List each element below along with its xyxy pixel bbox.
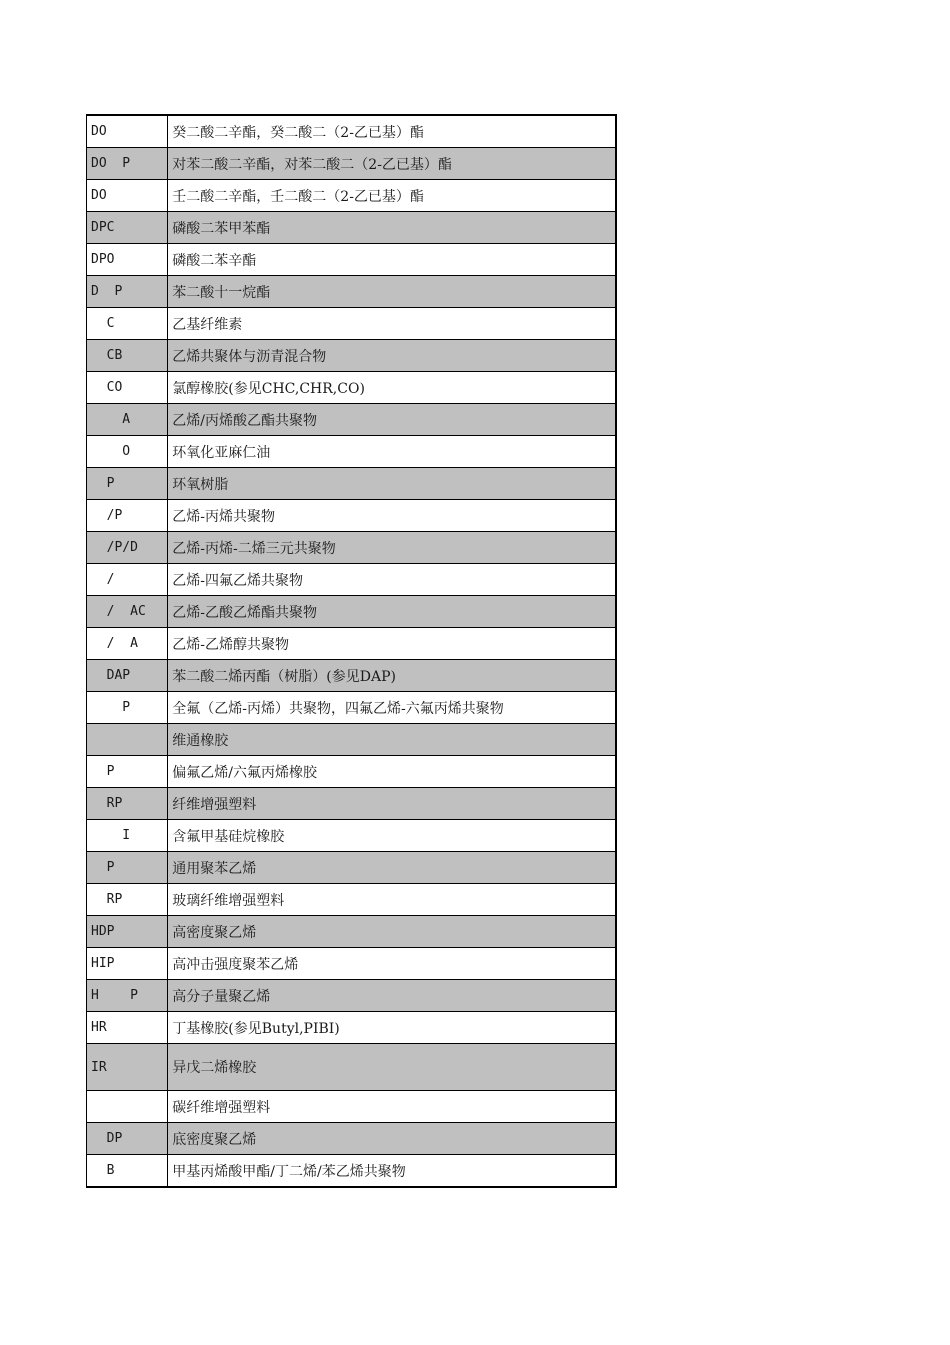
- table-row: [87, 244, 617, 276]
- table-row: [87, 852, 617, 884]
- table-row: [87, 820, 617, 852]
- abbr-cell: CB: [87, 340, 168, 372]
- meaning-cell: 乙烯共聚体与沥青混合物: [168, 340, 616, 372]
- table-row: [87, 1123, 617, 1155]
- meaning-cell: 通用聚苯乙烯: [168, 852, 616, 884]
- abbr-cell: / A: [87, 628, 168, 660]
- meaning-cell: 异戊二烯橡胶: [168, 1044, 616, 1091]
- abbr-cell: D P: [87, 276, 168, 308]
- table-row: [87, 115, 617, 148]
- abbr-cell: HDP: [87, 916, 168, 948]
- table-body: [87, 115, 617, 1187]
- abbr-cell: HR: [87, 1012, 168, 1044]
- table-row: [87, 468, 617, 500]
- table-row: [87, 916, 617, 948]
- table-row: [87, 788, 617, 820]
- table-row: [87, 308, 617, 340]
- abbr-cell: P: [87, 852, 168, 884]
- abbreviation-table: [86, 114, 617, 1188]
- abbr-cell: DO P: [87, 148, 168, 180]
- meaning-cell: 底密度聚乙烯: [168, 1123, 616, 1155]
- meaning-cell: 高密度聚乙烯: [168, 916, 616, 948]
- meaning-cell: 环氧树脂: [168, 468, 616, 500]
- table-row: [87, 884, 617, 916]
- meaning-cell: 对苯二酸二辛酯，对苯二酸二（2-乙已基）酯: [168, 148, 616, 180]
- meaning-cell: 碳纤维增强塑料: [168, 1091, 616, 1123]
- meaning-cell: 乙基纤维素: [168, 308, 616, 340]
- table-row: [87, 724, 617, 756]
- meaning-cell: 磷酸二苯辛酯: [168, 244, 616, 276]
- meaning-cell: 全氟（乙烯-丙烯）共聚物，四氟乙烯-六氟丙烯共聚物: [168, 692, 616, 724]
- abbr-cell: RP: [87, 884, 168, 916]
- abbr-cell: [87, 724, 168, 756]
- table-row: [87, 436, 617, 468]
- table-row: [87, 1044, 617, 1091]
- abbr-cell: IR: [87, 1044, 168, 1091]
- meaning-cell: 高分子量聚乙烯: [168, 980, 616, 1012]
- abbr-cell: P: [87, 468, 168, 500]
- table-row: [87, 372, 617, 404]
- meaning-cell: 偏氟乙烯/六氟丙烯橡胶: [168, 756, 616, 788]
- abbr-cell: A: [87, 404, 168, 436]
- table-row: [87, 948, 617, 980]
- abbr-cell: H P: [87, 980, 168, 1012]
- meaning-cell: 丁基橡胶(参见Butyl,PIBI): [168, 1012, 616, 1044]
- table-row: [87, 180, 617, 212]
- abbr-cell: /P/D: [87, 532, 168, 564]
- meaning-cell: 癸二酸二辛酯，癸二酸二（2-乙已基）酯: [168, 115, 616, 148]
- meaning-cell: 玻璃纤维增强塑料: [168, 884, 616, 916]
- abbr-cell: HIP: [87, 948, 168, 980]
- abbr-cell: DAP: [87, 660, 168, 692]
- table-row: [87, 404, 617, 436]
- meaning-cell: 乙烯-乙烯醇共聚物: [168, 628, 616, 660]
- abbr-cell: RP: [87, 788, 168, 820]
- table-row: [87, 980, 617, 1012]
- meaning-cell: 乙烯-乙酸乙烯酯共聚物: [168, 596, 616, 628]
- abbr-cell: CO: [87, 372, 168, 404]
- meaning-cell: 乙烯-四氟乙烯共聚物: [168, 564, 616, 596]
- table-row: [87, 564, 617, 596]
- meaning-cell: 含氟甲基硅烷橡胶: [168, 820, 616, 852]
- abbr-cell: B: [87, 1155, 168, 1188]
- meaning-cell: 高冲击强度聚苯乙烯: [168, 948, 616, 980]
- table-row: [87, 1012, 617, 1044]
- table-row: [87, 596, 617, 628]
- table-row: [87, 1091, 617, 1123]
- table-row: [87, 692, 617, 724]
- abbr-cell: DPC: [87, 212, 168, 244]
- abbr-cell: DO: [87, 180, 168, 212]
- table-row: [87, 276, 617, 308]
- abbr-cell: P: [87, 692, 168, 724]
- table-row: [87, 660, 617, 692]
- meaning-cell: 乙烯-丙烯-二烯三元共聚物: [168, 532, 616, 564]
- meaning-cell: 磷酸二苯甲苯酯: [168, 212, 616, 244]
- abbr-cell: /: [87, 564, 168, 596]
- table-row: [87, 1155, 617, 1188]
- abbr-cell: P: [87, 756, 168, 788]
- meaning-cell: 乙烯/丙烯酸乙酯共聚物: [168, 404, 616, 436]
- table-row: [87, 340, 617, 372]
- meaning-cell: 甲基丙烯酸甲酯/丁二烯/苯乙烯共聚物: [168, 1155, 616, 1188]
- abbr-cell: [87, 1091, 168, 1123]
- abbr-cell: DP: [87, 1123, 168, 1155]
- table-row: [87, 628, 617, 660]
- meaning-cell: 苯二酸二烯丙酯（树脂）(参见DAP): [168, 660, 616, 692]
- abbr-cell: DO: [87, 115, 168, 148]
- abbr-cell: O: [87, 436, 168, 468]
- meaning-cell: 维通橡胶: [168, 724, 616, 756]
- abbr-cell: C: [87, 308, 168, 340]
- meaning-cell: 环氧化亚麻仁油: [168, 436, 616, 468]
- table-row: [87, 212, 617, 244]
- meaning-cell: 纤维增强塑料: [168, 788, 616, 820]
- meaning-cell: 壬二酸二辛酯，壬二酸二（2-乙已基）酯: [168, 180, 616, 212]
- table-row: [87, 532, 617, 564]
- meaning-cell: 氯醇橡胶(参见CHC,CHR,CO): [168, 372, 616, 404]
- meaning-cell: 苯二酸十一烷酯: [168, 276, 616, 308]
- abbr-cell: /P: [87, 500, 168, 532]
- meaning-cell: 乙烯-丙烯共聚物: [168, 500, 616, 532]
- abbr-cell: DPO: [87, 244, 168, 276]
- abbr-cell: I: [87, 820, 168, 852]
- abbr-cell: / AC: [87, 596, 168, 628]
- table-row: [87, 500, 617, 532]
- table-row: [87, 756, 617, 788]
- table-row: [87, 148, 617, 180]
